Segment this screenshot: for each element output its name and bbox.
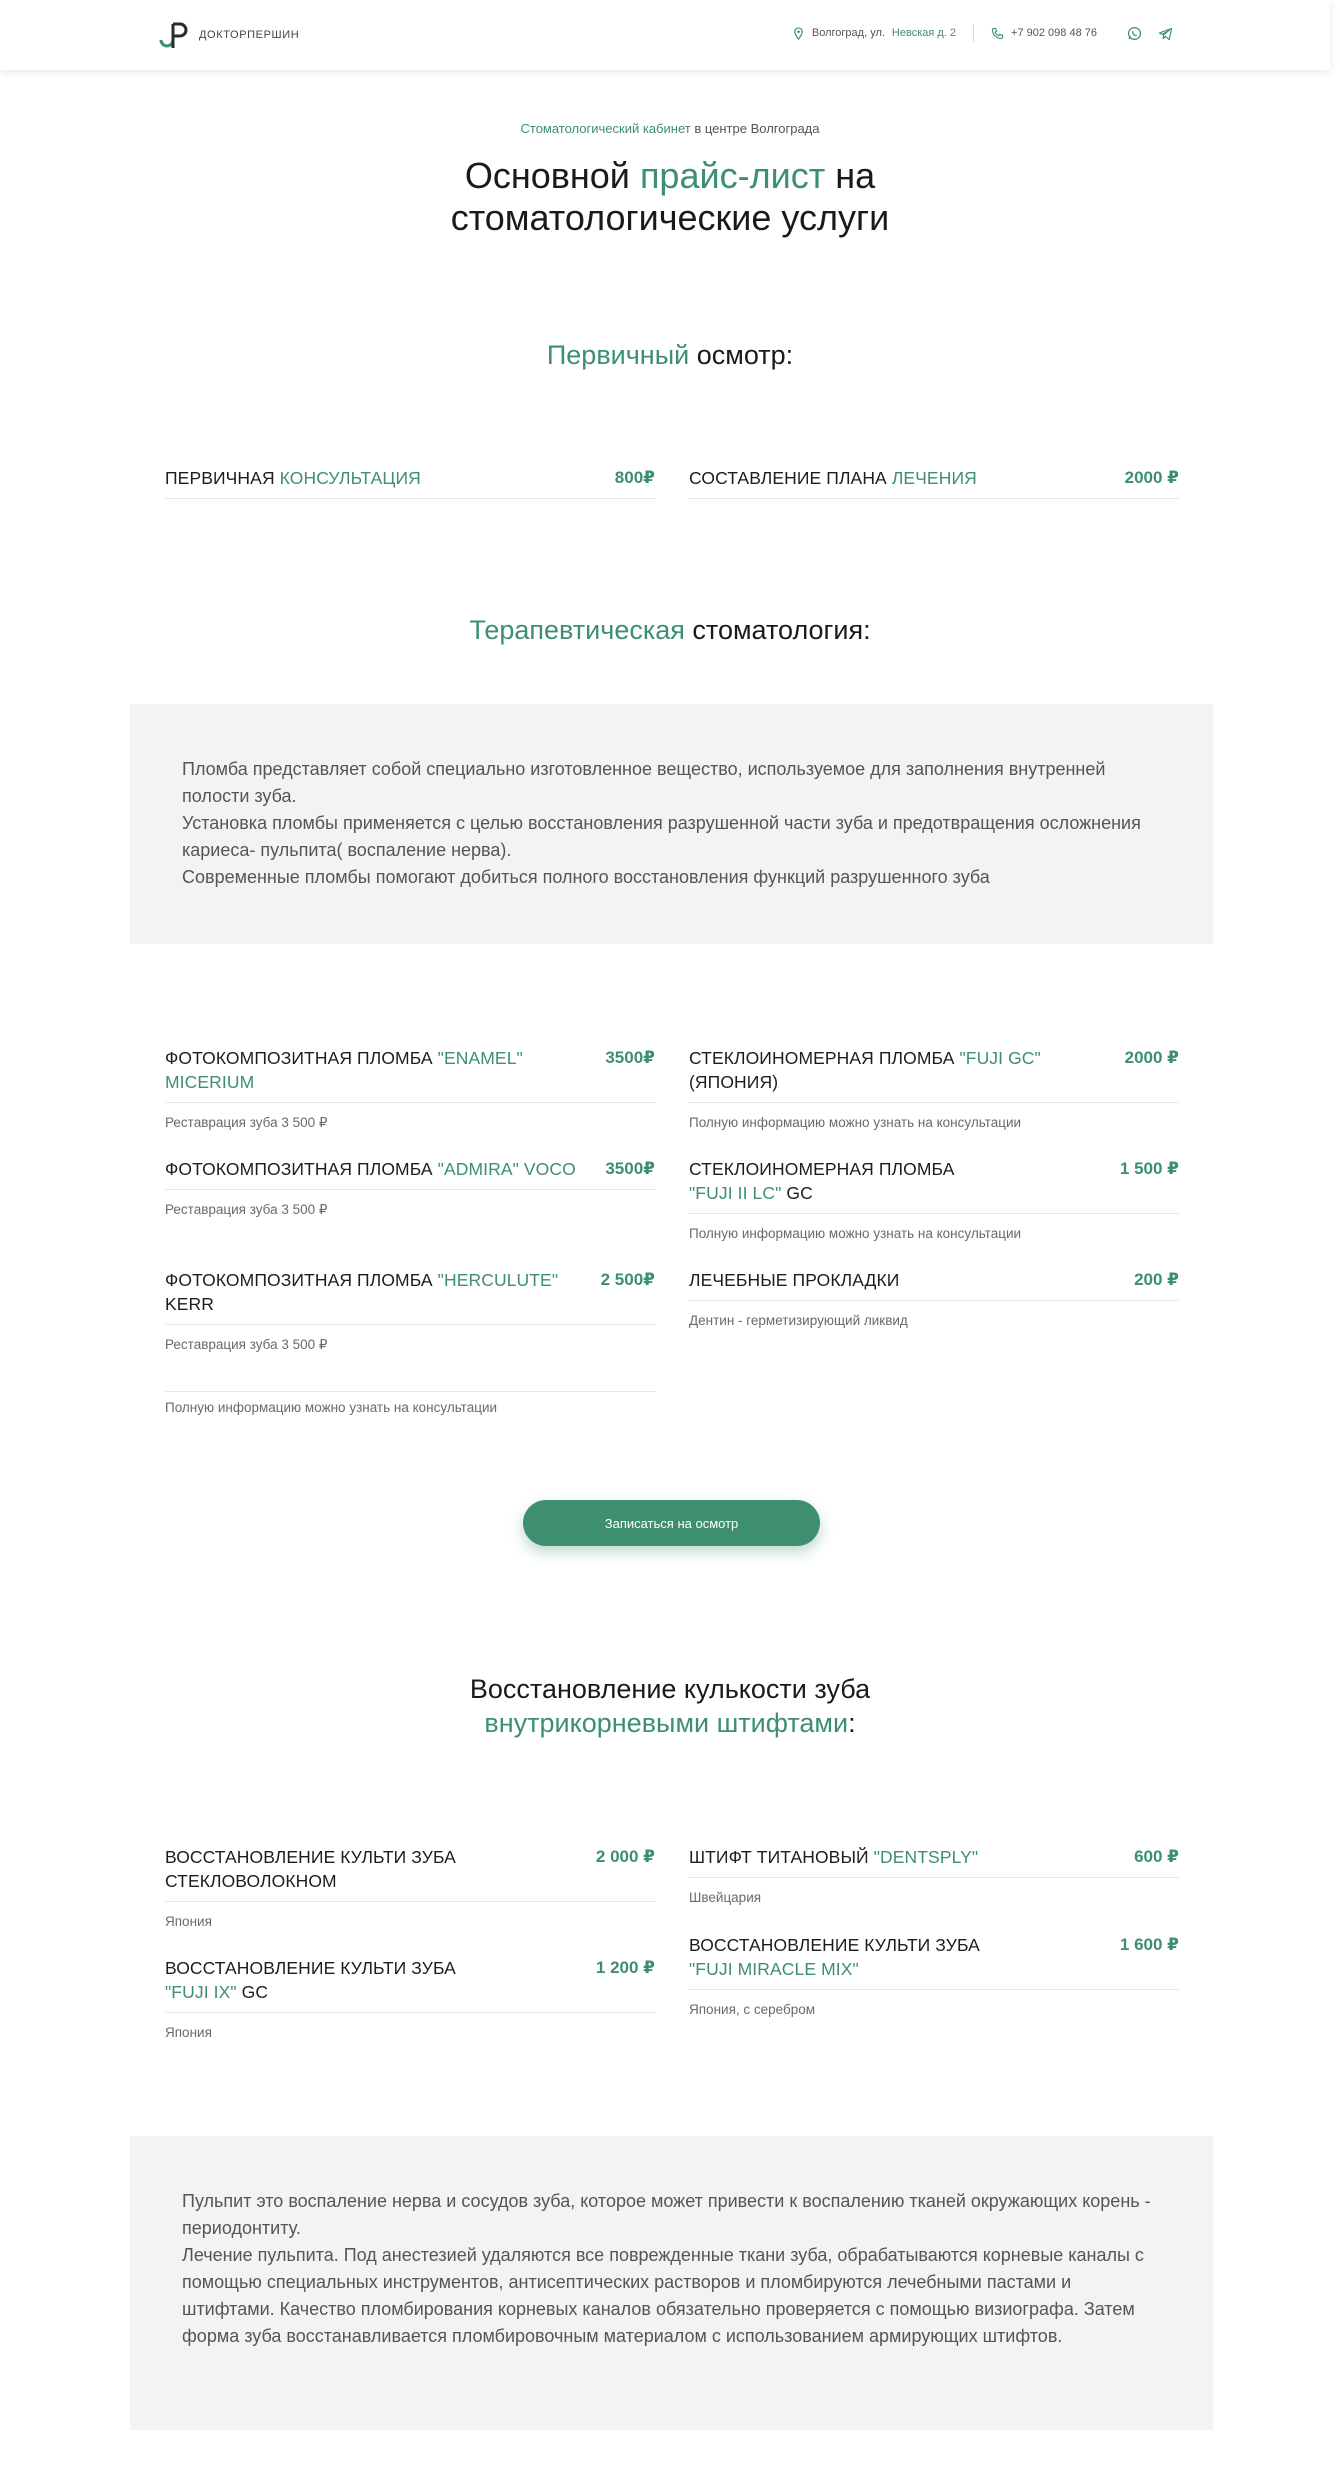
hero-subtitle-highlight: Стоматологический кабинет	[520, 121, 691, 136]
price-value: 200 ₽	[1134, 1270, 1179, 1289]
price-note: Полную информацию можно узнать на консультации	[689, 1226, 1022, 1241]
telegram-icon[interactable]	[1158, 26, 1173, 41]
price-row	[165, 1046, 655, 1103]
section-title-rest: стоматология:	[692, 615, 871, 645]
header-phone[interactable]	[991, 27, 1097, 40]
price-name: СТЕКЛОИНОМЕРНАЯ ПЛОМБА "FUJI GC" (ЯПОНИЯ)	[689, 1048, 1041, 1092]
price-name: ФОТОКОМПОЗИТНАЯ ПЛОМБА "ENAMEL" MICERIUM	[165, 1048, 523, 1092]
header-address[interactable]	[792, 27, 956, 40]
price-name: ПЕРВИЧНАЯ КОНСУЛЬТАЦИЯ	[165, 468, 421, 488]
logo-text: ДОКТОРПЕРШИН	[199, 29, 300, 41]
whatsapp-icon[interactable]	[1127, 26, 1142, 41]
price-value: 2000 ₽	[1124, 1048, 1179, 1067]
footer-note: Полную информацию можно узнать на консультации	[165, 1400, 498, 1415]
price-value: 1 600 ₽	[1119, 1935, 1179, 1954]
price-name: СОСТАВЛЕНИЕ ПЛАНА ЛЕЧЕНИЯ	[689, 468, 977, 488]
section-title-highlight: Первичный	[546, 340, 690, 370]
therapy-section-title	[0, 613, 1340, 647]
price-note: Реставрация зуба 3 500 ₽	[165, 1202, 328, 1217]
social-links	[1127, 26, 1173, 41]
price-name: ВОССТАНОВЛЕНИЕ КУЛЬТИ ЗУБА СТЕКЛОВОЛОКНОМ	[165, 1847, 456, 1891]
price-note: Япония, с серебром	[689, 2002, 816, 2017]
primary-col-left	[165, 466, 655, 499]
address-street: Невская д. 2	[891, 27, 957, 39]
price-name: ФОТОКОМПОЗИТНАЯ ПЛОМБА "HERCULUTE" KERR	[165, 1270, 559, 1314]
phone-number: +7 902 098 48 76	[1011, 27, 1097, 39]
price-item	[165, 1845, 655, 1929]
map-pin-icon	[792, 27, 805, 40]
price-row	[165, 466, 655, 499]
section-title-highlight: внутрикорневыми штифтами	[484, 1708, 849, 1738]
price-row	[689, 1933, 1179, 1990]
header-divider	[973, 24, 974, 42]
price-item	[165, 1268, 655, 1353]
title-highlight: прайс-лист	[639, 155, 826, 196]
price-value: 2000 ₽	[1124, 468, 1179, 487]
price-note: Реставрация зуба 3 500 ₽	[165, 1337, 328, 1352]
price-item	[689, 1845, 1179, 1905]
title-part2: на	[835, 155, 876, 196]
book-appointment-button[interactable]: Записаться на осмотр	[523, 1500, 820, 1546]
price-note: Дентин - герметизирующий ликвид	[689, 1313, 908, 1328]
section-title-highlight: Терапевтическая	[469, 615, 685, 645]
header-contacts	[792, 24, 1173, 42]
price-row	[689, 466, 1179, 499]
price-value: 1 500 ₽	[1119, 1159, 1179, 1178]
section-title-colon: :	[848, 1708, 856, 1738]
price-value: 3500₽	[605, 1159, 655, 1178]
price-value: 800₽	[614, 468, 655, 487]
price-row	[689, 1046, 1179, 1103]
price-note: Швейцария	[689, 1890, 762, 1905]
price-row	[689, 1845, 1179, 1878]
restoration-section-title	[0, 1672, 1340, 1740]
title-part1: Основной	[464, 155, 630, 196]
address-prefix: Волгоград, ул.	[811, 27, 885, 39]
title-line2: стоматологические услуги	[450, 197, 890, 238]
section-title-rest: осмотр:	[696, 340, 794, 370]
price-item	[165, 1956, 655, 2040]
hero-subtitle-rest: в центре Волгограда	[694, 121, 820, 136]
primary-section-title	[0, 338, 1340, 372]
price-item	[689, 1046, 1179, 1130]
price-item	[689, 1268, 1179, 1328]
price-value: 1 200 ₽	[595, 1958, 655, 1977]
logo-mark-icon	[157, 20, 191, 50]
pulpitis-info-box	[130, 2136, 1213, 2430]
price-name: СТЕКЛОИНОМЕРНАЯ ПЛОМБА "FUJI II LC" GC	[689, 1159, 955, 1203]
price-item	[689, 1157, 1179, 1241]
hero-subtitle	[0, 121, 1340, 136]
price-item	[689, 1933, 1179, 2017]
price-row	[165, 1157, 655, 1190]
logo[interactable]	[157, 20, 299, 50]
price-name: ВОССТАНОВЛЕНИЕ КУЛЬТИ ЗУБА "FUJI MIRACLE MIX"	[689, 1935, 980, 1979]
price-row	[165, 1845, 655, 1902]
price-name: ВОССТАНОВЛЕНИЕ КУЛЬТИ ЗУБА "FUJI IX" GC	[165, 1958, 456, 2002]
divider-line	[165, 1391, 655, 1392]
info-paragraph: Установка пломбы применяется с целью восстановления разрушенной части зуба и предотвращения осложнения кариеса- пульпита( воспаление нерва).	[182, 813, 1141, 860]
price-value: 2 000 ₽	[595, 1847, 655, 1866]
price-item	[165, 1046, 655, 1131]
price-name: ЛЕЧЕБНЫЕ ПРОКЛАДКИ	[689, 1270, 900, 1290]
primary-col-right	[689, 466, 1179, 499]
site-header	[0, 0, 1330, 70]
info-paragraph: Пломба представляет собой специально изготовленное вещество, используемое для заполнения внутренней полости зуба.	[182, 759, 1106, 806]
price-name: ФОТОКОМПОЗИТНАЯ ПЛОМБА "ADMIRA" VOCO	[165, 1159, 576, 1179]
price-item	[165, 1157, 655, 1218]
price-value: 600 ₽	[1134, 1847, 1179, 1866]
info-paragraph: Лечение пульпита. Под анестезией удаляются все поврежденные ткани зуба, обрабатываются корневые каналы с помощью специальных инструментов, антисептических растворов и пломбируются лечебными пастами и штифтами. Качество пломбирования корневых каналов обязательно проверяется с помощью визиографа. Затем форма зуба восстанавливается пломбировочным материалом с использованием армирующих штифтов.	[182, 2245, 1144, 2346]
price-note: Япония	[165, 2025, 212, 2040]
price-note: Полную информацию можно узнать на консультации	[689, 1115, 1022, 1130]
price-value: 3500₽	[605, 1048, 655, 1067]
price-value: 2 500₽	[600, 1270, 655, 1289]
info-paragraph: Пульпит это воспаление нерва и сосудов зуба, которое может привести к воспалению тканей окружающих корень - периодонтиту.	[182, 2191, 1151, 2238]
price-note: Япония	[165, 1914, 212, 1929]
info-paragraph: Современные пломбы помогают добиться полного восстановления функций разрушенного зуба	[182, 867, 990, 887]
price-note: Реставрация зуба 3 500 ₽	[165, 1115, 328, 1130]
price-row	[165, 1268, 655, 1325]
price-name: ШТИФТ ТИТАНОВЫЙ "DENTSPLY"	[689, 1847, 979, 1867]
page-title	[0, 155, 1340, 239]
price-row	[689, 1268, 1179, 1301]
phone-icon	[991, 27, 1004, 40]
price-row	[165, 1956, 655, 2013]
therapy-info-box	[130, 704, 1213, 944]
price-row	[689, 1157, 1179, 1214]
section-title-line1: Восстановление кулькости зуба	[469, 1674, 871, 1704]
